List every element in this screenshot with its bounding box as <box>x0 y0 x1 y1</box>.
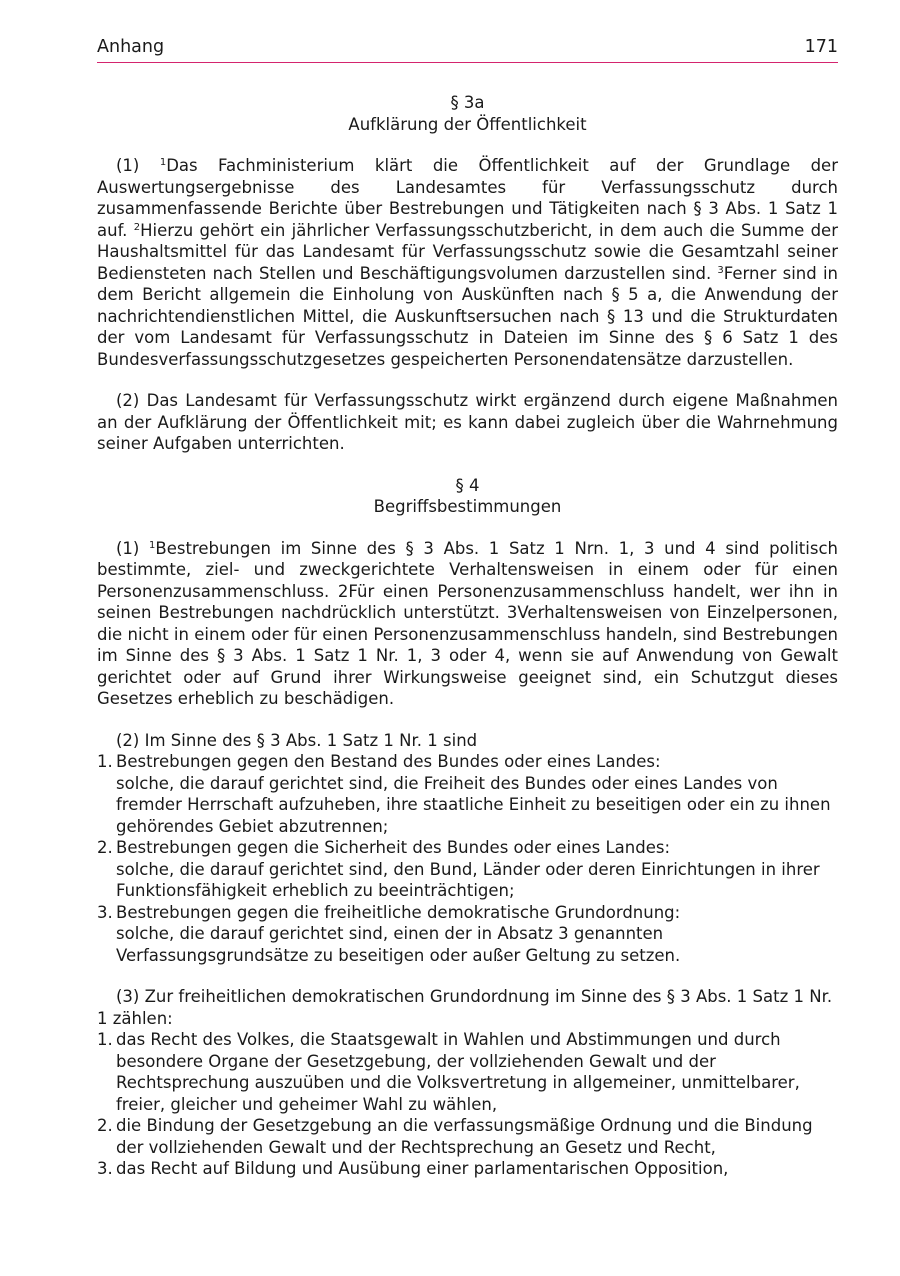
list-item <box>97 1158 838 1180</box>
section-3a-paragraph-2: (2) Das Landesamt für Verfassungsschutz wirkt ergänzend durch eigene Maßnahmen an der Aufklärung der Öffentlichkeit mit; es kann dabei zugleich über die Wahrnehmung seiner Aufgaben unterrichten. <box>97 391 838 453</box>
list-item <box>97 751 838 837</box>
section-3a-number: § 3a <box>450 93 485 112</box>
list-item <box>97 1029 838 1115</box>
page-body <box>97 92 838 1200</box>
sentence-text: Ferner sind in dem Bericht allgemein die Einholung von Auskünften nach § 5 a, die Anwendung der nachrichtendienstlichen Mittel, die Auskunftsersuchen nach § 13 und die Strukturdaten der vom Landesamt für Verfassungsschutz in Dateien im Sinne des § 6 Satz 1 des Bundesverfassungsschutzgesetzes gespeicherten Personendatensätze darzustellen. <box>97 263 838 369</box>
section-4-paragraph-2 <box>97 730 838 967</box>
sentence-mark: 2 <box>133 221 141 233</box>
page-number: 171 <box>804 37 838 57</box>
paragraph-intro: (3) Zur freiheitlichen demokratischen Grundordnung im Sinne des § 3 Abs. 1 Satz 1 Nr. 1 zählen: <box>97 987 833 1028</box>
paragraph-label: (1) <box>116 156 160 175</box>
sentence-text: Bestrebungen im Sinne des § 3 Abs. 1 Satz 1 Nrn. 1, 3 und 4 sind politisch bestimmte, ziel- und zweckgerichtete Verhaltensweisen in einem oder für einen Personenzusammenschluss. 2Für einen Personenzusammenschluss handelt, wer ihn in seinen Bestrebungen nachdrücklich unterstützt. 3Verhaltensweisen von Einzelpersonen, die nicht in einem oder für einen Personenzusammenschluss handeln, sind Bestrebungen im Sinne des § 3 Abs. 1 Satz 1 Nr. 1, 3 oder 4, wenn sie auf Anwendung von Gewalt gerichtet oder auf Grund ihrer Wirkungsweise geeignet sind, ein Schutzgut dieses Gesetzes erheblich zu beschädigen. <box>97 538 838 708</box>
list-item-term: Bestrebungen gegen den Bestand des Bundes oder eines Landes: <box>116 752 661 771</box>
list-item-number: 1. <box>97 1030 113 1049</box>
list-item <box>97 837 838 902</box>
list-item-number: 2. <box>97 838 113 857</box>
sentence-text: Hierzu gehört ein jährlicher Verfassungsschutzbericht, in dem auch die Summe der Haushaltsmittel für das Landesamt für Verfassungsschutz sowie die Gesamtzahl seiner Bediensteten nach Stellen und Beschäftigungsvolumen darzustellen sind. <box>97 220 838 283</box>
section-4-number: § 4 <box>455 475 480 495</box>
list-item-number: 3. <box>97 1159 113 1178</box>
sentence-text: Das Fachministerium klärt die Öffentlichkeit auf der Grundlage der Auswertungsergebnisse des Landesamtes für Verfassungsschutz durch zusammenfassende Berichte über Bestrebungen und Tätigkeiten nach § 3 Abs. 1 Satz 1 auf. <box>97 156 838 240</box>
list-item-number: 3. <box>97 902 113 922</box>
list-item-text: die Bindung der Gesetzgebung an die verfassungsmäßige Ordnung und die Bindung der vollziehenden Gewalt und der Rechtsprechung an Gesetz und Recht, <box>116 1116 813 1157</box>
principles-list <box>97 1029 838 1180</box>
paragraph-label: (1) <box>116 538 150 558</box>
list-item <box>97 902 838 967</box>
list-item-text: das Recht des Volkes, die Staatsgewalt in Wahlen und Abstimmungen und durch besondere Organe der Gesetzgebung, der vollziehenden Gewalt und der Rechtsprechung auszuüben und die Volksvertretung in allgemeiner, unmittelbarer, freier, gleicher und geheimer Wahl zu wählen, <box>116 1030 800 1114</box>
header-section-title: Anhang <box>97 37 165 57</box>
section-4-paragraph-1 <box>97 538 838 710</box>
list-item-text: das Recht auf Bildung und Ausübung einer parlamentarischen Opposition, <box>116 1159 729 1178</box>
section-4-heading <box>97 475 838 518</box>
section-3a-paragraph-1 <box>97 155 838 370</box>
definition-list <box>97 751 838 966</box>
paragraph-intro: (2) Im Sinne des § 3 Abs. 1 Satz 1 Nr. 1 sind <box>116 730 478 750</box>
list-item-term: Bestrebungen gegen die freiheitliche demokratische Grundordnung: <box>116 902 681 922</box>
list-item-term: Bestrebungen gegen die Sicherheit des Bundes oder eines Landes: <box>116 838 671 857</box>
list-item <box>97 1115 838 1158</box>
list-item-number: 1. <box>97 752 113 771</box>
list-item-definition: solche, die darauf gerichtet sind, die Freiheit des Bundes oder eines Landes von fremder Herrschaft aufzuheben, ihre staatliche Einheit zu beseitigen oder ein zu ihnen gehörendes Gebiet abzutrennen; <box>116 773 831 836</box>
section-4-paragraph-3 <box>97 986 838 1180</box>
sentence-mark: 1 <box>149 539 156 551</box>
sentence-mark: 3 <box>717 264 724 276</box>
running-header <box>97 36 838 63</box>
list-item-definition: solche, die darauf gerichtet sind, einen der in Absatz 3 genannten Verfassungsgrundsätze zu beseitigen oder außer Geltung zu setzen. <box>116 924 681 965</box>
sentence-mark: 1 <box>159 157 167 168</box>
list-item-number: 2. <box>97 1116 113 1135</box>
section-3a-heading <box>97 92 838 135</box>
list-item-definition: solche, die darauf gerichtet sind, den Bund, Länder oder deren Einrichtungen in ihrer Funktionsfähigkeit erheblich zu beeinträchtigen; <box>116 859 820 900</box>
section-4-title: Begriffsbestimmungen <box>373 497 562 516</box>
section-3a-title: Aufklärung der Öffentlichkeit <box>348 114 587 134</box>
